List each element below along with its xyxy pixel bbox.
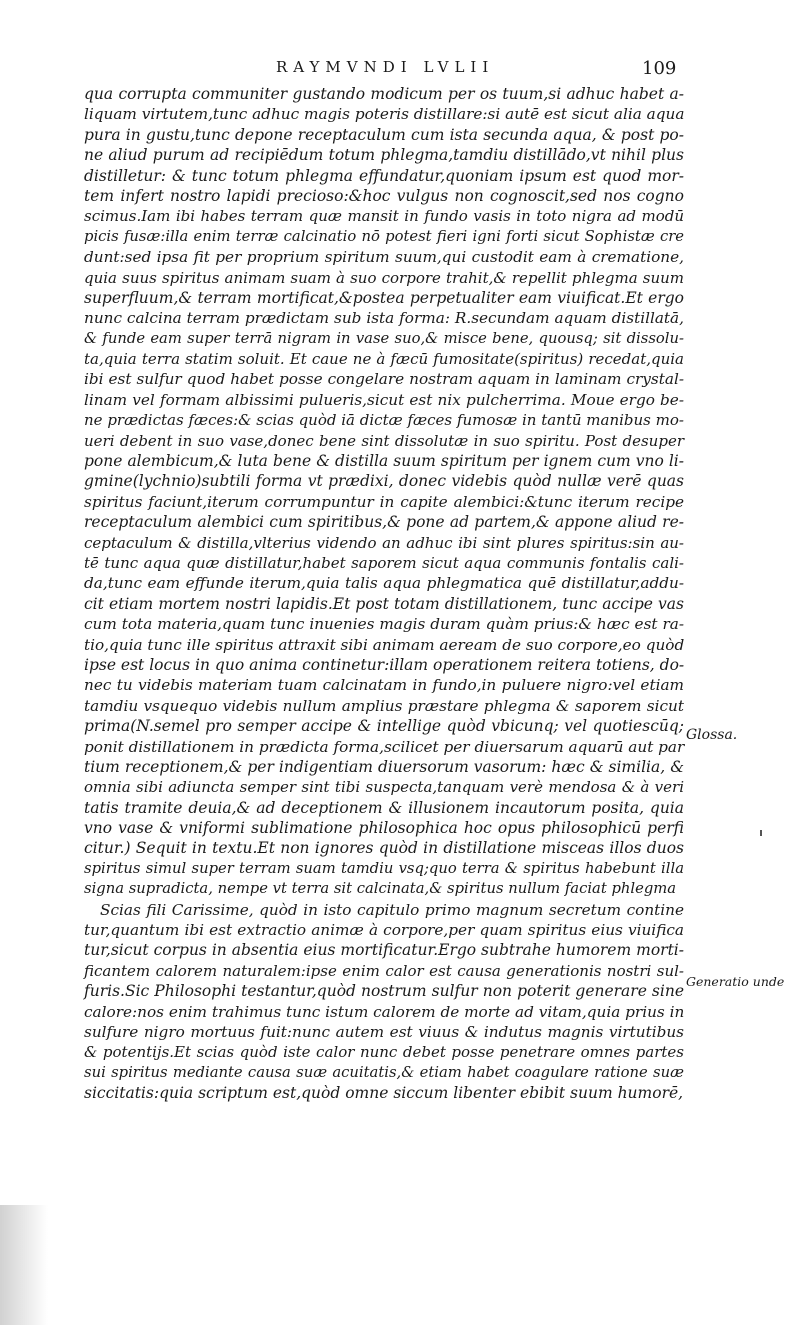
text-line: distilletur: & tunc totum phlegma effundatur,quoniam ipsum est quod mor-: [84, 166, 684, 185]
text-line: da,tunc eam effunde iterum,quia talis aqua phlegmatica quē distillatur,addu-: [84, 574, 684, 593]
text-line: siccitatis:quia scriptum est,quòd omne siccum libenter ebibit suum humorē,: [84, 1084, 684, 1103]
text-line: tio,quia tunc ille spiritus attraxit sibi animam aeream de suo corpore,eo quòd: [84, 635, 685, 654]
text-line: nunc calcina terram prædictam sub ista forma: R.secundam aquam distillatā,: [84, 309, 684, 328]
text-line: ipse est locus in quo anima continetur:illam operationem reitera totiens, do-: [84, 655, 685, 674]
text-line: pura in gustu,tunc depone receptaculum cum ista secunda aqua, & post po-: [84, 125, 684, 144]
text-line: nec tu videbis materiam tuam calcinatam in fundo,in puluere nigro:vel etiam: [84, 676, 684, 695]
text-line: ponit distillationem in prædicta forma,scilicet per diuersarum aquarū aut par: [84, 737, 685, 756]
text-line: cit etiam mortem nostri lapidis.Et post totam distillationem, tunc accipe vas: [84, 594, 684, 613]
text-line: ficantem calorem naturalem:ipse enim calor est causa generationis nostri sul-: [84, 961, 684, 980]
text-line: quia suus spiritus animam suam à suo corpore trahit,& repellit phlegma suum: [84, 268, 684, 287]
text-line: Scias fili Carissime, quòd in isto capitulo primo magnum secretum contine: [100, 900, 684, 919]
text-line: signa supradicta, nempe vt terra sit calcinata,& spiritus nullum faciat phlegma: [84, 880, 677, 898]
text-line: tem infert nostro lapidi precioso:&hoc vulgus non cognoscit,sed nos cogno: [84, 186, 684, 205]
text-line: calore:nos enim trahimus tunc istum calorem de morte ad vitam,quia prius in: [84, 1002, 685, 1021]
text-line: sulfure nigro mortuus fuit:nunc autem est viuus & indutus magnis virtutibus: [84, 1022, 684, 1041]
text-line: ne aliud purum ad recipiēdum totum phlegma,tamdiu distillādo,vt nihil plus: [84, 146, 684, 165]
text-line: tamdiu vsquequo videbis nullum amplius præstare phlegma & saporem sicut: [84, 696, 684, 715]
margin-note-generatio: Generatio unde: [686, 974, 785, 989]
page-edge-shadow: [0, 1205, 48, 1325]
running-head: [0, 58, 800, 82]
text-line: gmine(lychnio)subtili forma vt prædixi, donec videbis quòd nullæ verē quas: [84, 472, 684, 491]
text-line: superfluum,& terram mortificat,&postea perpetualiter eam viuificat.Et ergo: [84, 288, 684, 307]
text-line: picis fusæ:illa enim terræ calcinatio nō potest fieri igni forti sicut Sophistæ cre: [84, 227, 684, 245]
text-line: liquam virtutem,tunc adhuc magis poteris distillare:si autē est sicut alia aqua: [84, 105, 685, 124]
text-line: tē tunc aqua quæ distillatur,habet saporem sicut aqua communis fontalis cali-: [84, 553, 684, 572]
text-line: vno vase & vniformi sublimatione philosophica hoc opus philosophicū perfi: [84, 819, 684, 838]
text-line: linam vel formam albissimi pulueris,sicut est nix pulcherrima. Moue ergo be-: [84, 390, 684, 409]
text-line: tur,sicut corpus in absentia eius mortificatur.Ergo subtrahe humorem morti-: [84, 941, 684, 960]
text-line: ta,quia terra statim soluit. Et caue ne à fæcū fumositate(spiritus) recedat,quia: [84, 350, 684, 369]
text-line: ceptaculum & distilla,vlterius videndo an adhuc ibi sint plures spiritus:sin au-: [84, 533, 684, 552]
running-title: RAYMVNDI LVLII: [276, 58, 495, 76]
text-line: sui spiritus mediante causa suæ acuitatis,& etiam habet coagulare ratione suæ: [84, 1063, 684, 1081]
text-line: omnia sibi adiuncta semper sint tibi suspecta,tanquam verè mendosa & à veri: [84, 778, 684, 797]
text-line: dunt:sed ipsa fit per proprium spiritum suum,qui custodit eam à crematione,: [84, 248, 684, 267]
text-line: citur.) Sequit in textu.Et non ignores quòd in distillatione misceas illos duos: [84, 839, 684, 858]
text-line: cum tota materia,quam tunc inuenies magis duram quàm prius:& hæc est ra-: [84, 615, 684, 634]
text-line: pone alembicum,& luta bene & distilla suum spiritum per ignem cum vno li-: [84, 452, 684, 471]
text-line: spiritus simul super terram suam tamdiu vsq;quo terra & spiritus habebunt illa: [84, 859, 684, 877]
margin-note-glossa: Glossa.: [686, 727, 738, 743]
body-text: [84, 84, 684, 1104]
text-line: scimus.Iam ibi habes terram quæ mansit in fundo vasis in toto nigra ad modū: [84, 207, 684, 226]
text-line: ibi est sulfur quod habet posse congelare nostram aquam in laminam crystal-: [84, 370, 684, 389]
text-line: ueri debent in suo vase,donec bene sint dissolutæ in suo spiritu. Post desuper: [84, 431, 684, 450]
text-line: receptaculum alembici cum spiritibus,& pone ad partem,& appone aliud re-: [84, 513, 684, 532]
text-line: & potentijs.Et scias quòd iste calor nunc debet posse penetrare omnes partes: [84, 1043, 684, 1062]
text-line: tium receptionem,& per indigentiam diuersorum vasorum: hæc & similia, &: [84, 757, 684, 776]
page-number: 109: [642, 58, 677, 79]
text-line: tur,quantum ibi est extractio animæ à corpore,per quam spiritus eius viuifica: [84, 921, 684, 940]
text-line: qua corrupta communiter gustando modicum per os tuum,si adhuc habet a-: [84, 85, 684, 103]
text-line: prima(N.semel pro semper accipe & intellige quòd vbicunq; vel quotiescūq;: [84, 717, 684, 736]
text-line: furis.Sic Philosophi testantur,quòd nostrum sulfur non poterit generare sine: [84, 982, 684, 1001]
text-line: tatis tramite deuia,& ad deceptionem & illusionem incautorum posita, quia: [84, 798, 684, 817]
text-line: ne prædictas fæces:& scias quòd iā dictæ fæces fumosæ in tantū manibus mo-: [84, 411, 684, 430]
text-line: & funde eam super terrā nigram in vase suo,& misce bene, quousq; sit dissolu-: [84, 329, 684, 347]
text-line: spiritus faciunt,iterum corrumpuntur in capite alembici:&tunc iterum recipe: [84, 492, 684, 511]
ink-speck: [760, 830, 762, 836]
